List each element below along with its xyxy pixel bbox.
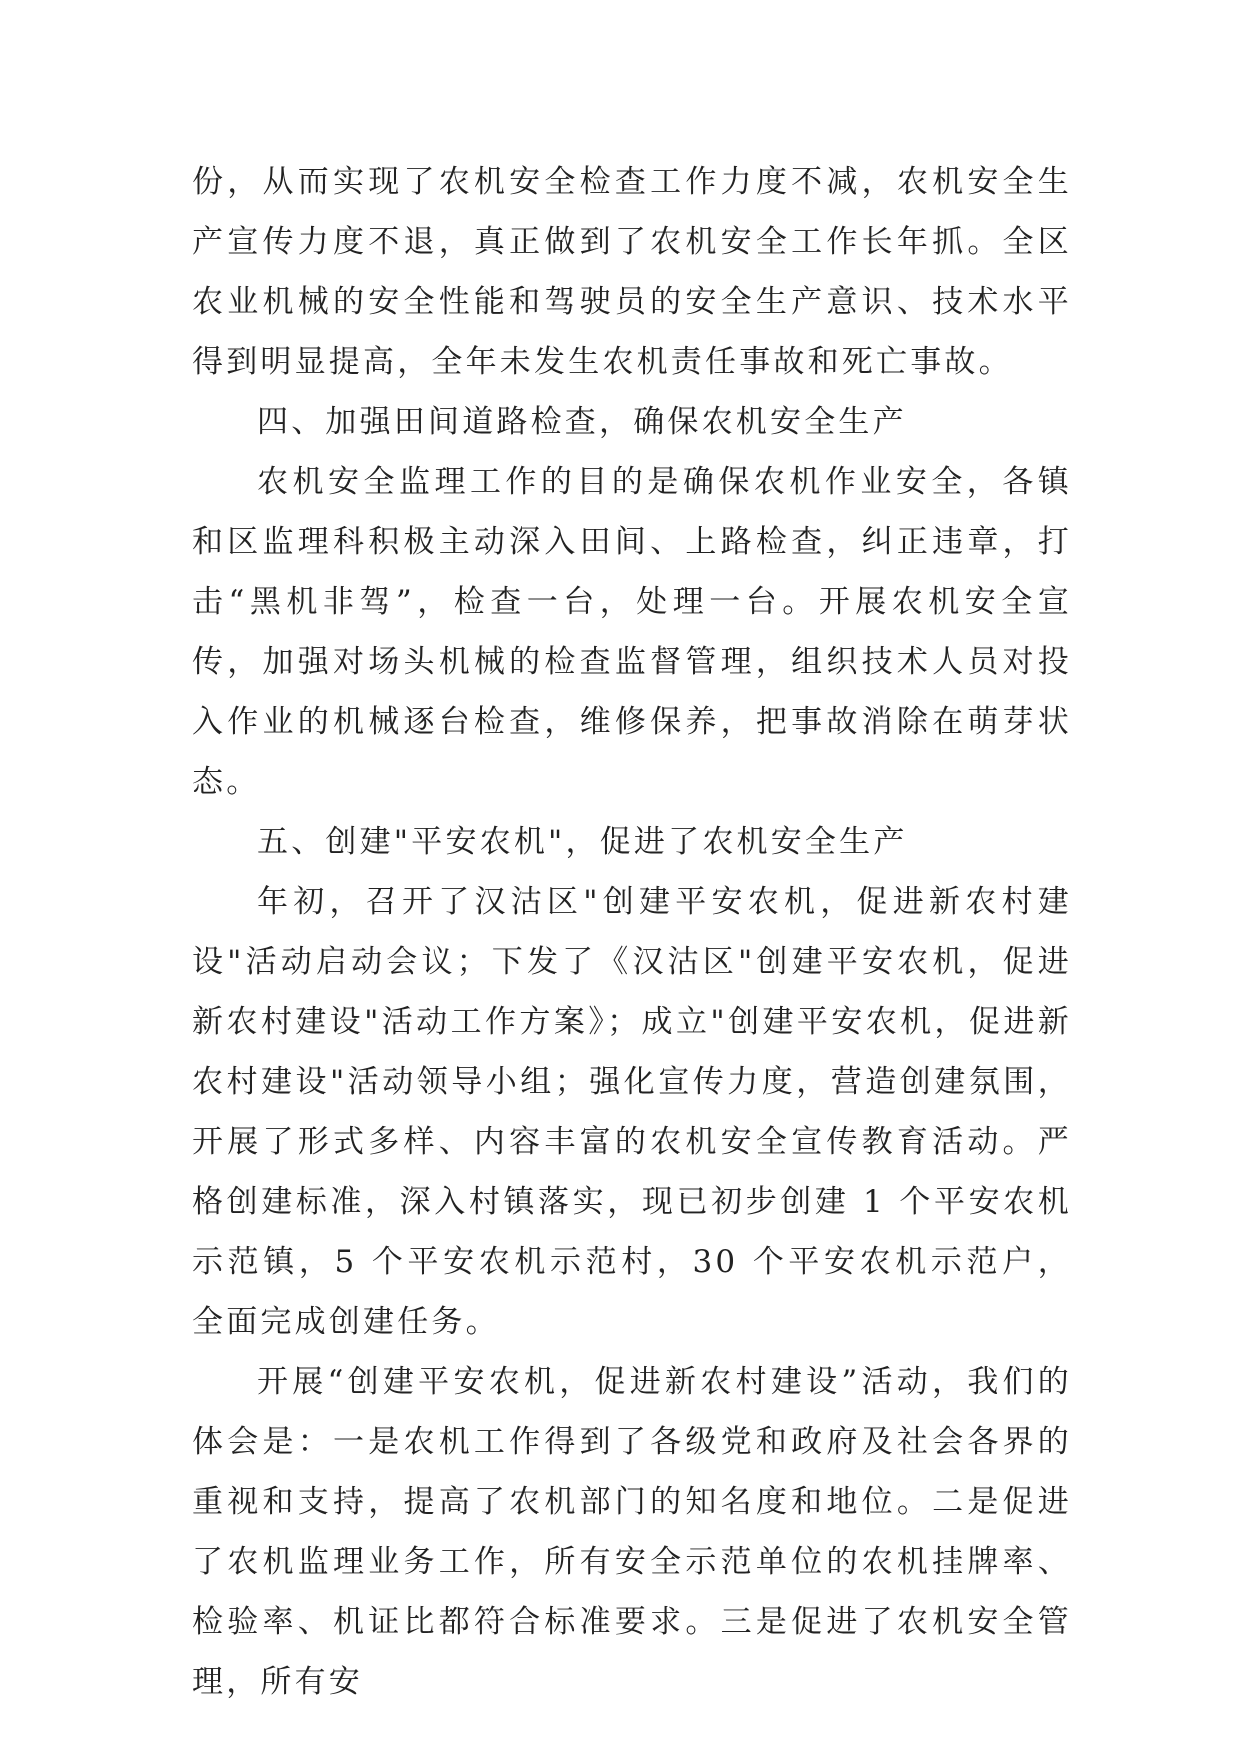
paragraph-continuation: 份，从而实现了农机安全检查工作力度不减，农机安全生产宣传力度不退，真正做到了农机安全工作长年抓。全区农业机械的安全性能和驾驶员的安全生产意识、技术水平得到明显提高，全年未发生农机责任事故和死亡事故。 [192, 164, 1072, 380]
section-heading-5: 五、创建"平安农机"，促进了农机安全生产 [257, 824, 908, 860]
document-body [192, 152, 1072, 1712]
section-heading-4: 四、加强田间道路检查，确保农机安全生产 [257, 404, 907, 440]
paragraph-road-inspection: 农机安全监理工作的目的是确保农机作业安全，各镇和区监理科积极主动深入田间、上路检查，纠正违章，打击“黑机非驾”，检查一台，处理一台。开展农机安全宣传，加强对场头机械的检查监督管理，组织技术人员对投入作业的机械逐台检查，维修保养，把事故消除在萌芽状态。 [192, 464, 1072, 800]
paragraph-safe-machinery-campaign: 年初，召开了汉沽区"创建平安农机，促进新农村建设"活动启动会议；下发了《汉沽区"创建平安农机，促进新农村建设"活动工作方案》；成立"创建平安农机，促进新农村建设"活动领导小组；强化宣传力度，营造创建氛围，开展了形式多样、内容丰富的农机安全宣传教育活动。严格创建标准，深入村镇落实，现已初步创建 1 个平安农机示范镇，5 个平安农机示范村，30 个平安农机示范户，全面完成创建任务。 [192, 884, 1072, 1340]
paragraph-experience-summary: 开展“创建平安农机，促进新农村建设”活动，我们的体会是：一是农机工作得到了各级党和政府及社会各界的重视和支持，提高了农机部门的知名度和地位。二是促进了农机监理业务工作，所有安全示范单位的农机挂牌率、检验率、机证比都符合标准要求。三是促进了农机安全管理，所有安 [192, 1364, 1072, 1700]
